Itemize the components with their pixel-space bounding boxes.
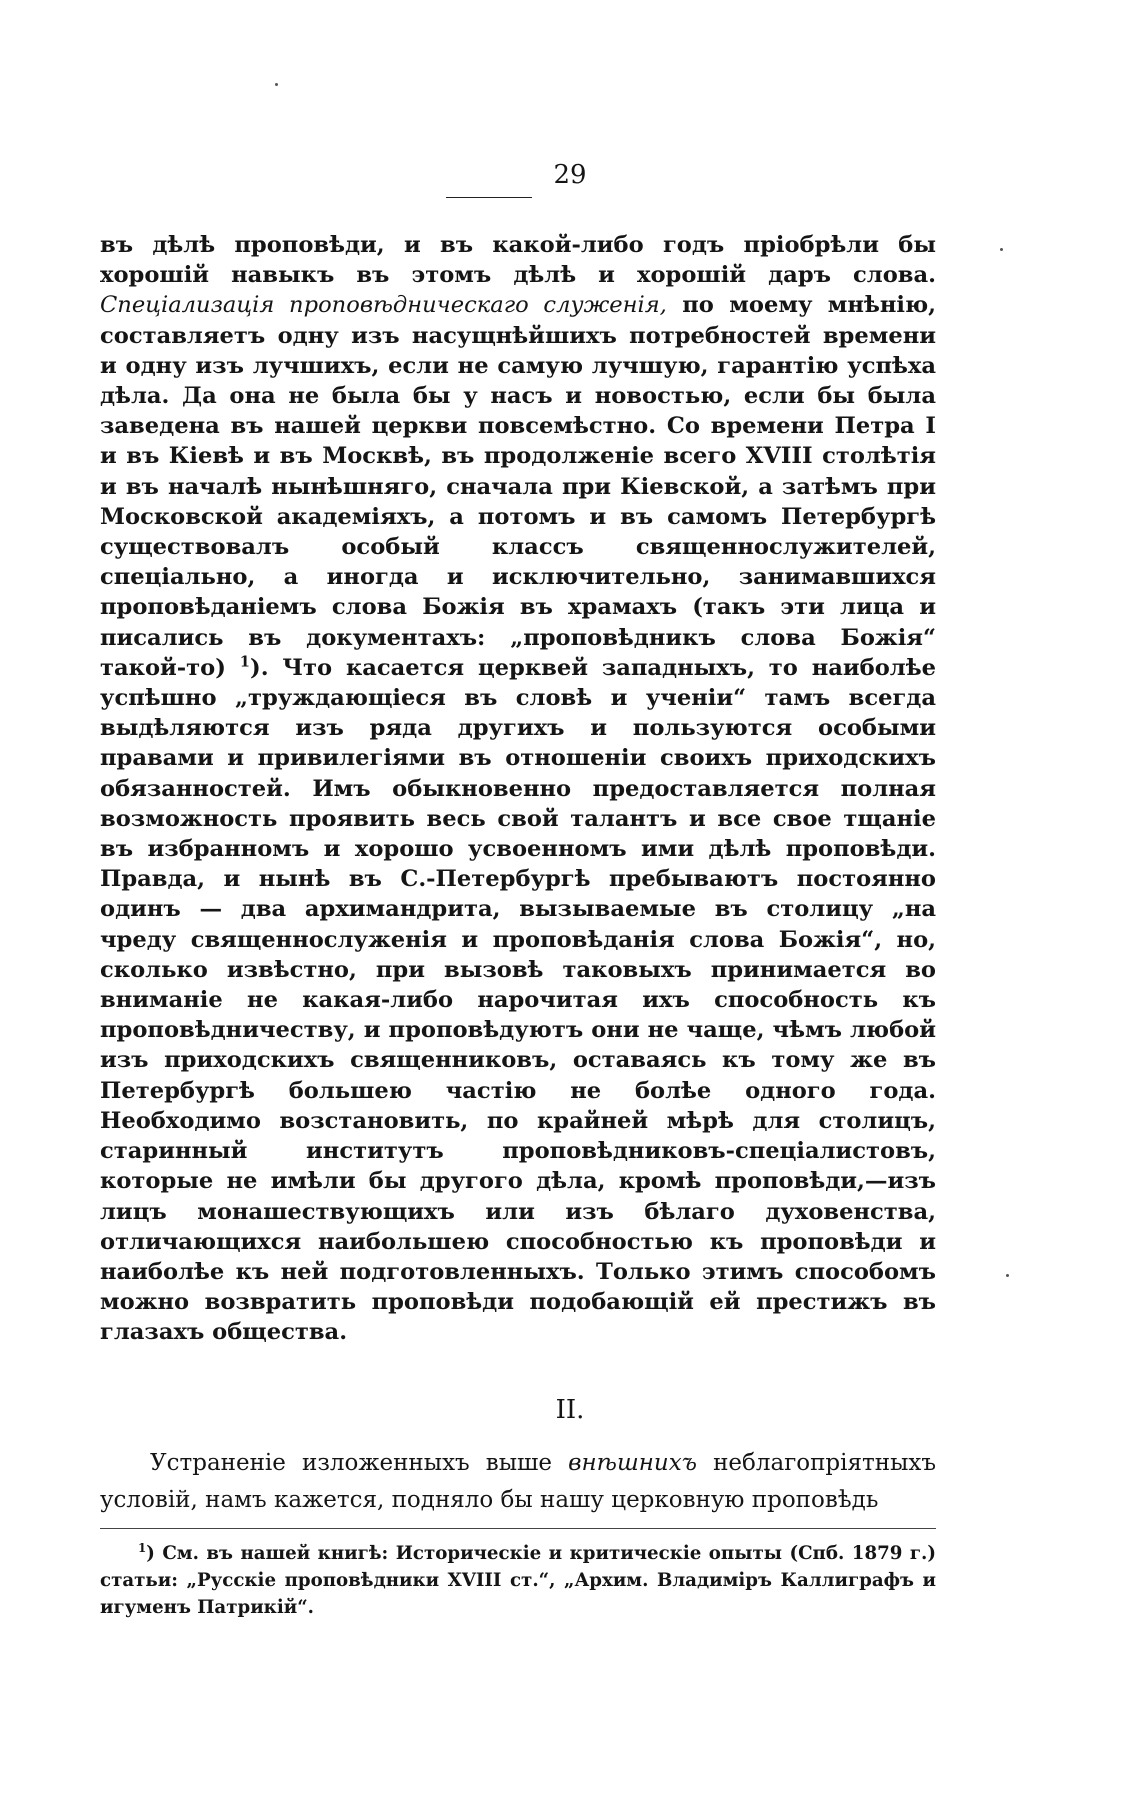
header-rule (446, 197, 532, 198)
footnote-marker: 1 (138, 1540, 147, 1555)
paper-speck (275, 83, 278, 86)
paper-speck (1000, 248, 1003, 251)
section-paragraph (100, 1445, 936, 1519)
section-emphasized-word: внѣшнихъ (568, 1450, 697, 1476)
paragraph-text-part-1: въ дѣлѣ проповѣди, и въ какой-либо годъ пріобрѣли бы хорошій навыкъ въ этомъ дѣлѣ и хорошій даръ слова. (100, 232, 936, 289)
footnote-reference[interactable]: 1 (239, 653, 250, 671)
paragraph-text-part-2: по моему мнѣнію, составляетъ одну изъ насущнѣйшихъ потребностей времени и одну изъ лучшихъ, если не самую лучшую, гарантію успѣха дѣла. Да она не была бы у насъ и новостью, если бы была заведена въ нашей церкви повсемѣстно. Со времени Петра I и въ Кіевѣ и въ Москвѣ, въ продолженіе всего XVIII столѣтія и въ началѣ нынѣшняго, сначала при Кіевской, а затѣмъ при Московской академіяхъ, а потомъ и въ самомъ Петербургѣ существовалъ особый классъ священнослужителей, спеціально, а иногда и исключительно, занимавшихся проповѣданіемъ слова Божія въ храмахъ (такъ эти лица и писались въ документахъ: „проповѣдникъ слова Божія“ такой-то) (100, 292, 936, 681)
emphasized-phrase: Спеціализація проповѣдническаго служенія, (100, 292, 667, 319)
footnote-text: ) См. въ нашей книгѣ: Историческіе и критическіе опыты (Спб. 1879 г.) статьи: „Русскіе проповѣдники XVIII ст.“, „Архим. Владиміръ Каллиграфъ и игуменъ Патрикій“. (100, 1543, 936, 1618)
page-number: 29 (553, 160, 587, 190)
main-paragraph (100, 230, 936, 1348)
footnote-rule (100, 1528, 936, 1529)
section-text-part-2: неблагопріятныхъ условій, намъ кажется, подняло бы нашу церковную проповѣдь (100, 1450, 936, 1513)
footnote (100, 1540, 936, 1621)
paragraph-text-part-3: ). Что касается церквей западныхъ, то наиболѣе успѣшно „труждающіеся въ словѣ и ученіи“ тамъ всегда выдѣляются изъ ряда другихъ и пользуются особыми правами и привилегіями въ отношеніи своихъ приходскихъ обязанностей. Имъ обыкновенно предоставляется полная возможность проявить весь свой талантъ и все свое тщаніе въ избранномъ и хорошо усвоенномъ ими дѣлѣ проповѣди. Правда, и нынѣ въ С.-Петербургѣ пребываютъ постоянно одинъ — два архимандрита, вызываемые въ столицу „на чреду священнослуженія и проповѣданія слова Божія“, но, сколько извѣстно, при вызовѣ таковыхъ принимается во вниманіе не какая-либо нарочитая ихъ способность къ проповѣдничеству, и проповѣдуютъ они не чаще, чѣмъ любой изъ приходскихъ священниковъ, оставаясь къ тому же въ Петербургѣ большею частію не болѣе одного года. Необходимо возстановить, по крайней мѣрѣ для столицъ, старинный институтъ проповѣдниковъ-спеціалистовъ, которые не имѣли бы другого дѣла, кромѣ проповѣди,—изъ лицъ монашествующихъ или изъ бѣлаго духовенства, отличающихся наибольшею способностью къ проповѣди и наиболѣе къ ней подготовленныхъ. Только этимъ способомъ можно возвратить проповѣди подобающій ей престижъ въ глазахъ общества. (100, 654, 936, 1346)
paper-speck (1006, 1274, 1009, 1277)
section-heading: II. (555, 1395, 585, 1425)
section-text-part-1: Устраненіе изложенныхъ выше (150, 1450, 569, 1476)
